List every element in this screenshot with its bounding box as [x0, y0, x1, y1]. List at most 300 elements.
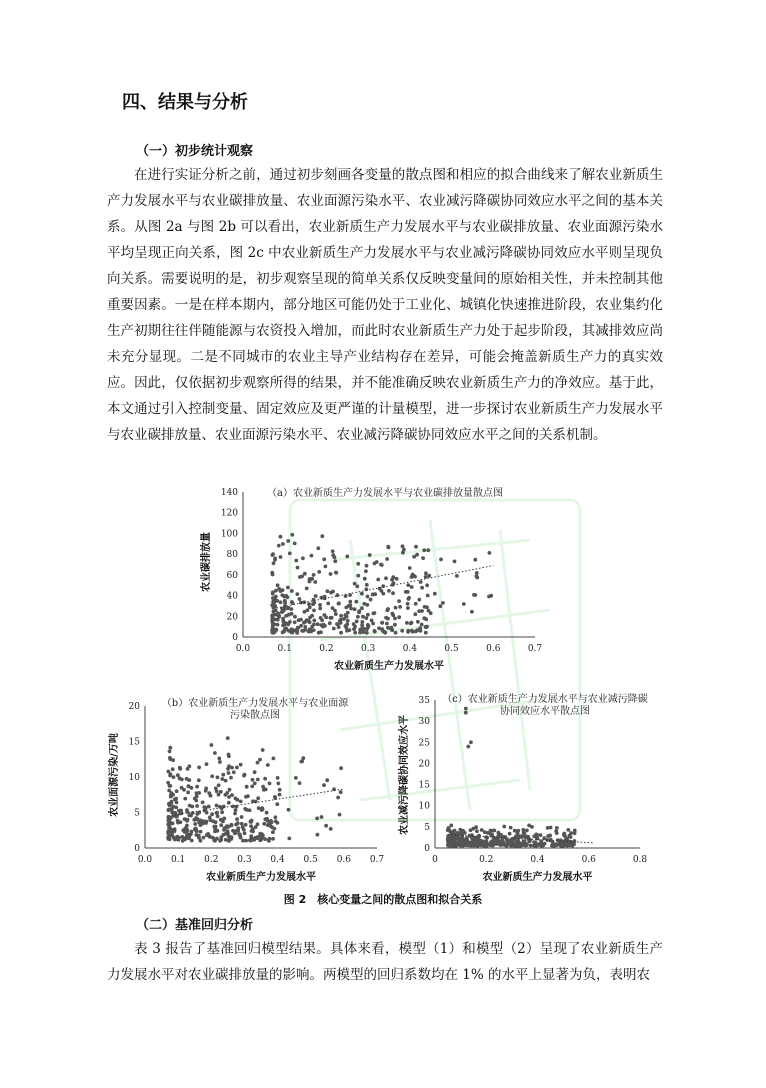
- scatter-point: [234, 831, 238, 835]
- scatter-point: [380, 563, 384, 567]
- scatter-point: [167, 789, 171, 793]
- scatter-point: [168, 835, 172, 839]
- scatter-point: [180, 778, 184, 782]
- y-tick-label: 25: [418, 738, 430, 749]
- scatter-point: [438, 604, 442, 608]
- scatter-point: [497, 831, 501, 835]
- scatter-point: [195, 833, 199, 837]
- scatter-point: [204, 806, 208, 810]
- scatter-point: [168, 784, 172, 788]
- scatter-point: [357, 610, 361, 614]
- scatter-point: [325, 778, 329, 782]
- scatter-point: [365, 603, 369, 607]
- scatter-point: [356, 615, 360, 619]
- scatter-point: [288, 620, 292, 624]
- x-tick-label: 0.6: [581, 855, 596, 865]
- scatter-point: [296, 566, 300, 570]
- scatter-point: [312, 573, 316, 577]
- scatter-point: [532, 840, 536, 844]
- scatter-point: [433, 592, 437, 596]
- scatter-point: [391, 591, 395, 595]
- scatter-point: [420, 609, 424, 613]
- scatter-point: [373, 562, 377, 566]
- scatter-point: [356, 562, 360, 566]
- scatter-point: [464, 711, 468, 715]
- scatter-point: [309, 628, 313, 632]
- scatter-point: [173, 798, 177, 802]
- scatter-point: [365, 564, 369, 568]
- scatter-point: [244, 823, 248, 827]
- scatter-point: [210, 812, 214, 816]
- scatter-point: [312, 619, 316, 623]
- scatter-point: [286, 595, 290, 599]
- scatter-point: [171, 767, 175, 771]
- section-heading: 四、结果与分析: [122, 92, 248, 113]
- scatter-point: [475, 571, 479, 575]
- scatter-point: [214, 787, 218, 791]
- scatter-point: [258, 832, 262, 836]
- scatter-point: [473, 558, 477, 562]
- scatter-point: [333, 559, 337, 563]
- scatter-point: [249, 834, 253, 838]
- x-tick-label: 0.3: [237, 855, 252, 865]
- scatter-point: [197, 778, 201, 782]
- scatter-point: [199, 830, 203, 834]
- scatter-point: [284, 622, 288, 626]
- scatter-point: [286, 606, 290, 610]
- scatter-point: [398, 605, 402, 609]
- scatter-point: [297, 618, 301, 622]
- scatter-point: [185, 833, 189, 837]
- scatter-point: [360, 623, 364, 627]
- scatter-point: [220, 777, 224, 781]
- scatter-point: [429, 611, 433, 615]
- scatter-point: [368, 553, 372, 557]
- scatter-point: [235, 766, 239, 770]
- scatter-point: [294, 559, 298, 563]
- scatter-point: [543, 842, 547, 846]
- scatter-point: [208, 816, 212, 820]
- scatter-point: [201, 801, 205, 805]
- scatter-point: [424, 617, 428, 621]
- scatter-point: [188, 804, 192, 808]
- chart-b: [105, 690, 395, 890]
- scatter-point: [328, 621, 332, 625]
- scatter-point: [454, 842, 458, 846]
- scatter-point: [179, 820, 183, 824]
- scatter-point: [470, 610, 474, 614]
- scatter-point: [190, 786, 194, 790]
- scatter-point: [168, 746, 172, 750]
- y-tick-label: 40: [226, 591, 238, 602]
- scatter-point: [275, 802, 279, 806]
- scatter-point: [194, 827, 198, 831]
- x-tick-label: 0.7: [369, 855, 385, 865]
- scatter-point: [280, 593, 284, 597]
- scatter-point: [201, 822, 205, 826]
- scatter-point: [193, 822, 197, 826]
- scatter-point: [418, 626, 422, 630]
- scatter-point: [521, 843, 525, 847]
- scatter-point: [406, 602, 410, 606]
- scatter-point: [192, 818, 196, 822]
- body-paragraph-1: 在进行实证分析之前，通过初步刻画各变量的散点图和相应的拟合曲线来了解农业新质生产力发展水平与农业碳排放量、农业面源污染水平、农业减污降碳协同效应水平之间的基本关系。从图 2a 与图 2b 可以看出，农业新质生产力发展水平与农业碳排放量、农业面源污染水平均呈现正向关系，图 2c 中农业新质生产力发展水平与农业减污降碳协同效应水平则呈现负向关系。需要说明的是，初步观察呈现的简单关系仅反映变量间的原始相关性，并未控制其他重要因素。一是在样本期内，部分地区可能仍处于工业化、城镇化快速推进阶段，农业集约化生产初期往往伴随能源与农资投入增加，而此时农业新质生产力处于起步阶段，其减排效应尚未充分显现。二是不同城市的农业主导产业结构存在差异，可能会掩盖新质生产力的真实效应。因此，仅依据初步观察所得的结果，并不能准确反映农业新质生产力的净效应。基于此，本文通过引入控制变量、固定效应及更严谨的计量模型，进一步探讨农业新质生产力发展水平与农业碳排放量、农业面源污染水平、农业减污降碳协同效应水平之间的关系机制。: [107, 167, 663, 443]
- scatter-point: [278, 793, 282, 797]
- scatter-point: [573, 829, 577, 833]
- scatter-point: [479, 839, 483, 843]
- scatter-point: [174, 806, 178, 810]
- scatter-point: [305, 618, 309, 622]
- scatter-point: [474, 825, 478, 829]
- scatter-point: [316, 622, 320, 626]
- scatter-point: [251, 778, 255, 782]
- scatter-point: [244, 839, 248, 843]
- scatter-point: [462, 602, 466, 606]
- figure-caption: 图 2 核心变量之间的散点图和拟合关系: [283, 893, 483, 906]
- scatter-point: [548, 834, 552, 838]
- scatter-point: [167, 816, 171, 820]
- scatter-point: [314, 594, 318, 598]
- scatter-point: [483, 844, 487, 848]
- scatter-point: [365, 583, 369, 587]
- scatter-point: [234, 823, 238, 827]
- scatter-point: [474, 838, 478, 842]
- scatter-point: [342, 617, 346, 621]
- scatter-point: [373, 611, 377, 615]
- scatter-point: [326, 589, 330, 593]
- scatter-point: [227, 753, 231, 757]
- scatter-point: [290, 612, 294, 616]
- scatter-point: [256, 796, 260, 800]
- y-tick-label: 5: [424, 822, 430, 833]
- scatter-point: [212, 825, 216, 829]
- scatter-point: [425, 625, 429, 629]
- scatter-point: [168, 750, 172, 754]
- scatter-point: [413, 612, 417, 616]
- scatter-point: [424, 575, 428, 579]
- scatter-point: [232, 770, 236, 774]
- scatter-point: [298, 597, 302, 601]
- scatter-point: [324, 565, 328, 569]
- scatter-point: [467, 843, 471, 847]
- scatter-point: [528, 839, 532, 843]
- scatter-point: [186, 791, 190, 795]
- scatter-point: [509, 843, 513, 847]
- x-tick-label: 0: [432, 855, 438, 865]
- scatter-point: [339, 631, 343, 635]
- scatter-point: [405, 590, 409, 594]
- scatter-point: [332, 627, 336, 631]
- scatter-point: [464, 707, 468, 711]
- scatter-point: [300, 759, 304, 763]
- scatter-point: [226, 767, 230, 771]
- scatter-point: [225, 791, 229, 795]
- scatter-point: [385, 608, 389, 612]
- scatter-point: [276, 821, 280, 825]
- x-tick-label: 0.8: [632, 855, 648, 865]
- scatter-point: [199, 839, 203, 843]
- scatter-point: [170, 800, 174, 804]
- scatter-point: [226, 736, 230, 740]
- y-tick-label: 15: [418, 780, 430, 791]
- scatter-point: [263, 777, 267, 781]
- scatter-point: [566, 843, 570, 847]
- scatter-point: [227, 839, 231, 843]
- scatter-point: [220, 810, 224, 814]
- scatter-point: [527, 824, 531, 828]
- scatter-point: [385, 557, 389, 561]
- scatter-point: [216, 814, 220, 818]
- scatter-point: [286, 586, 290, 590]
- scatter-point: [424, 571, 428, 575]
- scatter-point: [279, 535, 283, 539]
- scatter-point: [427, 574, 431, 578]
- scatter-point: [253, 770, 257, 774]
- scatter-point: [337, 601, 341, 605]
- scatter-point: [261, 748, 265, 752]
- scatter-point: [222, 828, 226, 832]
- scatter-point: [562, 832, 566, 836]
- chart-title: （c）农业新质生产力发展水平与农业减污降碳协同效应水平散点图: [442, 694, 648, 717]
- scatter-point: [249, 820, 253, 824]
- scatter-point: [365, 631, 369, 635]
- x-tick-label: 0.4: [270, 855, 285, 865]
- scatter-point: [414, 630, 418, 634]
- scatter-point: [245, 785, 249, 789]
- scatter-point: [271, 830, 275, 834]
- scatter-point: [312, 628, 316, 632]
- scatter-point: [344, 606, 348, 610]
- scatter-point: [235, 817, 239, 821]
- scatter-point: [370, 619, 374, 623]
- scatter-point: [293, 542, 297, 546]
- scatter-point: [318, 603, 322, 607]
- scatter-point: [250, 829, 254, 833]
- scatter-point: [371, 593, 375, 597]
- subsection-heading-2: （二）基准回归分析: [136, 918, 254, 933]
- scatter-point: [348, 600, 352, 604]
- y-tick-label: 80: [226, 550, 238, 561]
- scatter-point: [525, 829, 529, 833]
- scatter-point: [189, 814, 193, 818]
- scatter-point: [297, 626, 301, 630]
- scatter-point: [324, 616, 328, 620]
- scatter-point: [386, 626, 390, 630]
- scatter-point: [222, 817, 226, 821]
- scatter-point: [213, 751, 217, 755]
- x-axis-label: 农业新质生产力发展水平: [334, 661, 444, 672]
- scatter-point: [195, 785, 199, 789]
- scatter-point: [305, 587, 309, 591]
- scatter-point: [270, 820, 274, 824]
- scatter-point: [354, 600, 358, 604]
- scatter-point: [461, 829, 465, 833]
- scatter-point: [274, 815, 278, 819]
- scatter-point: [273, 597, 277, 601]
- y-tick-label: 140: [220, 488, 238, 498]
- scatter-point: [322, 557, 326, 561]
- scatter-point: [387, 546, 391, 550]
- scatter-point: [554, 829, 558, 833]
- chart-title: （b）农业新质生产力发展水平与农业面源污染散点图: [161, 698, 349, 721]
- scatter-point: [197, 766, 201, 770]
- scatter-point: [293, 615, 297, 619]
- scatter-point: [423, 605, 427, 609]
- scatter-point: [349, 607, 353, 611]
- scatter-point: [219, 838, 223, 842]
- scatter-point: [410, 629, 414, 633]
- scatter-point: [210, 774, 214, 778]
- scatter-point: [406, 583, 410, 587]
- scatter-point: [216, 776, 220, 780]
- scatter-point: [195, 791, 199, 795]
- scatter-point: [181, 839, 185, 843]
- scatter-point: [256, 778, 260, 782]
- scatter-point: [279, 589, 283, 593]
- chart-a: [195, 482, 555, 682]
- scatter-point: [405, 621, 409, 625]
- scatter-point: [397, 615, 401, 619]
- scatter-point: [185, 824, 189, 828]
- scatter-point: [456, 837, 460, 841]
- scatter-point: [227, 771, 231, 775]
- scatter-point: [302, 621, 306, 625]
- scatter-point: [271, 600, 275, 604]
- scatter-point: [300, 575, 304, 579]
- scatter-point: [320, 618, 324, 622]
- scatter-point: [401, 544, 405, 548]
- scatter-point: [281, 542, 285, 546]
- scatter-point: [409, 622, 413, 626]
- scatter-point: [173, 829, 177, 833]
- scatter-point: [240, 815, 244, 819]
- scatter-point: [288, 552, 292, 556]
- scatter-point: [278, 788, 282, 792]
- scatter-point: [177, 836, 181, 840]
- scatter-point: [360, 592, 364, 596]
- scatter-point: [215, 804, 219, 808]
- scatter-point: [523, 832, 527, 836]
- scatter-point: [363, 577, 367, 581]
- scatter-point: [235, 798, 239, 802]
- scatter-point: [240, 822, 244, 826]
- scatter-point: [238, 833, 242, 837]
- scatter-point: [329, 616, 333, 620]
- subsection-heading-1: （一）初步统计观察: [136, 144, 254, 159]
- scatter-point: [273, 557, 277, 561]
- x-tick-label: 0.3: [360, 644, 376, 654]
- scatter-point: [415, 553, 419, 557]
- scatter-point: [447, 839, 451, 843]
- scatter-point: [261, 808, 265, 812]
- x-tick-label: 0.6: [336, 855, 352, 865]
- scatter-point: [390, 578, 394, 582]
- scatter-point: [282, 629, 286, 633]
- scatter-point: [345, 555, 349, 559]
- x-tick-label: 0.7: [527, 644, 543, 654]
- scatter-point: [265, 811, 269, 815]
- scatter-point: [290, 533, 294, 537]
- scatter-point: [312, 601, 316, 605]
- scatter-point: [239, 800, 243, 804]
- scatter-point: [289, 607, 293, 611]
- scatter-point: [421, 556, 425, 560]
- scatter-point: [193, 797, 197, 801]
- scatter-point: [190, 830, 194, 834]
- scatter-point: [312, 609, 316, 613]
- scatter-point: [243, 773, 247, 777]
- scatter-point: [317, 570, 321, 574]
- scatter-point: [276, 782, 280, 786]
- scatter-point: [562, 844, 566, 848]
- scatter-point: [243, 831, 247, 835]
- scatter-point: [168, 756, 172, 760]
- scatter-point: [564, 836, 568, 840]
- scatter-point: [262, 788, 266, 792]
- scatter-point: [284, 614, 288, 618]
- scatter-point: [573, 839, 577, 843]
- scatter-point: [276, 583, 280, 587]
- scatter-point: [391, 613, 395, 617]
- scatter-point: [300, 629, 304, 633]
- scatter-point: [485, 839, 489, 843]
- scatter-point: [178, 767, 182, 771]
- scatter-point: [497, 839, 501, 843]
- x-tick-label: 0.4: [530, 855, 545, 865]
- scatter-point: [513, 829, 517, 833]
- scatter-point: [355, 585, 359, 589]
- scatter-point: [407, 597, 411, 601]
- scatter-point: [412, 574, 416, 578]
- scatter-point: [266, 763, 270, 767]
- scatter-point: [250, 785, 254, 789]
- scatter-point: [301, 556, 305, 560]
- scatter-point: [253, 782, 257, 786]
- scatter-point: [419, 580, 423, 584]
- scatter-point: [279, 555, 283, 559]
- scatter-point: [323, 624, 327, 628]
- scatter-point: [352, 627, 356, 631]
- scatter-point: [425, 583, 429, 587]
- scatter-point: [272, 610, 276, 614]
- chart-c: [395, 690, 660, 890]
- y-tick-label: 100: [220, 529, 238, 540]
- scatter-point: [172, 836, 176, 840]
- scatter-point: [377, 626, 381, 630]
- y-tick-label: 0: [232, 633, 238, 643]
- scatter-point: [256, 835, 260, 839]
- scatter-point: [401, 551, 405, 555]
- y-tick-label: 5: [134, 808, 140, 819]
- scatter-point: [210, 743, 214, 747]
- y-tick-label: 0: [134, 844, 140, 854]
- scatter-point: [273, 795, 277, 799]
- x-axis-label: 农业新质生产力发展水平: [206, 872, 316, 883]
- scatter-point: [281, 609, 285, 613]
- scatter-point: [207, 791, 211, 795]
- scatter-point: [318, 607, 322, 611]
- scatter-point: [534, 844, 538, 848]
- scatter-point: [529, 844, 533, 848]
- scatter-point: [420, 623, 424, 627]
- scatter-point: [360, 620, 364, 624]
- scatter-point: [345, 629, 349, 633]
- scatter-point: [473, 593, 477, 597]
- scatter-point: [218, 760, 222, 764]
- scatter-point: [224, 779, 228, 783]
- scatter-point: [272, 757, 276, 761]
- scatter-point: [509, 826, 513, 830]
